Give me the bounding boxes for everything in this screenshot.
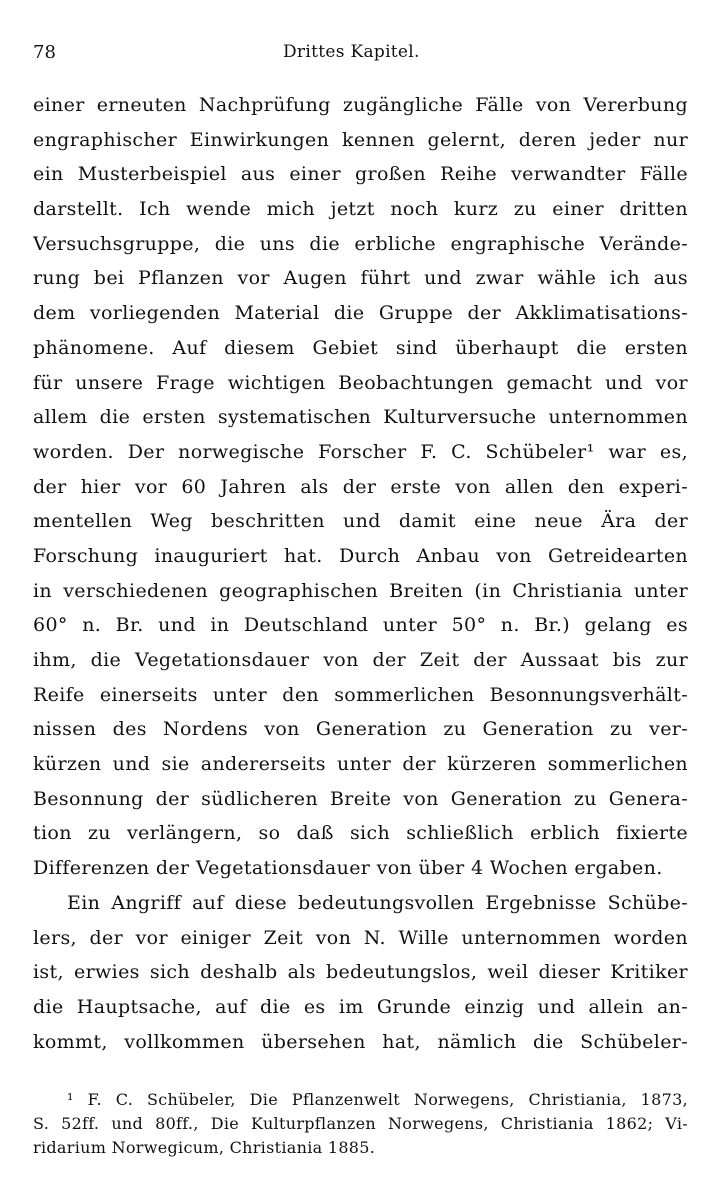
text-line: dem vorliegenden Material die Gruppe der Akklimatisations- <box>33 302 688 325</box>
body-text <box>33 88 688 1059</box>
page-header <box>33 42 693 70</box>
text-line: Reife einerseits unter den sommerlichen Besonnungsverhält- <box>33 683 688 706</box>
text-line: nissen des Nordens von Generation zu Generation zu ver- <box>33 718 688 741</box>
text-line: kommt, vollkommen übersehen hat, nämlich die Schübeler- <box>33 1030 688 1053</box>
text-line: mentellen Weg beschritten und damit eine neue Ära der <box>33 510 688 533</box>
text-line: kürzen und sie andererseits unter der kürzeren sommerlichen <box>33 753 688 776</box>
text-line: worden. Der norwegische Forscher F. C. Schübeler¹ war es, <box>33 440 688 463</box>
text-line: lers, der vor einiger Zeit von N. Wille unternommen worden <box>33 926 688 949</box>
text-line: allem die ersten systematischen Kulturversuche unternommen <box>33 406 688 429</box>
page-number: 78 <box>33 42 56 63</box>
text-line: Besonnung der südlicheren Breite von Generation zu Genera- <box>33 787 688 810</box>
text-line: Versuchsgruppe, die uns die erbliche engraphische Verände- <box>33 232 688 255</box>
running-head: Drittes Kapitel. <box>283 42 420 62</box>
footnote-line: ridarium Norwegicum, Christiania 1885. <box>33 1138 376 1157</box>
footnotes <box>33 1088 688 1160</box>
footnote-line: S. 52ff. und 80ff., Die Kulturpflanzen Norwegens, Christiania 1862; Vi- <box>33 1114 688 1133</box>
text-line: Differenzen der Vegetationsdauer von über 4 Wochen ergaben. <box>33 857 663 880</box>
paragraph <box>33 886 688 1059</box>
text-line: ein Musterbeispiel aus einer großen Reihe verwandter Fälle <box>33 163 688 186</box>
text-line: rung bei Pflanzen vor Augen führt und zwar wähle ich aus <box>33 267 688 290</box>
text-line: in verschiedenen geographischen Breiten (in Christiania unter <box>33 579 688 602</box>
text-line: ihm, die Vegetationsdauer von der Zeit der Aussaat bis zur <box>33 649 688 671</box>
text-line: einer erneuten Nachprüfung zugängliche Fälle von Vererbung <box>33 94 688 116</box>
text-line: der hier vor 60 Jahren als der erste von allen den experi- <box>33 475 688 498</box>
text-line: für unsere Frage wichtigen Beobachtungen gemacht und vor <box>33 371 688 394</box>
text-line: Forschung inauguriert hat. Durch Anbau von Getreidearten <box>33 544 688 567</box>
text-line: phänomene. Auf diesem Gebiet sind überhaupt die ersten <box>33 336 688 359</box>
text-line: die Hauptsache, auf die es im Grunde einzig und allein an- <box>33 995 688 1018</box>
text-line: engraphischer Einwirkungen kennen gelernt, deren jeder nur <box>33 128 688 151</box>
text-line: ist, erwies sich deshalb als bedeutungslos, weil dieser Kritiker <box>33 961 688 984</box>
text-line: 60° n. Br. und in Deutschland unter 50° n. Br.) gelang es <box>33 614 688 637</box>
text-line: darstellt. Ich wende mich jetzt noch kurz zu einer dritten <box>33 198 688 221</box>
text-line: Ein Angriff auf diese bedeutungsvollen Ergebnisse Schübe- <box>67 891 688 914</box>
paragraph <box>33 88 688 886</box>
footnote-line: ¹ F. C. Schübeler, Die Pflanzenwelt Norwegens, Christiania, 1873, <box>67 1090 688 1109</box>
footnote <box>33 1088 688 1160</box>
text-line: tion zu verlängern, so daß sich schließlich erblich fixierte <box>33 822 688 845</box>
